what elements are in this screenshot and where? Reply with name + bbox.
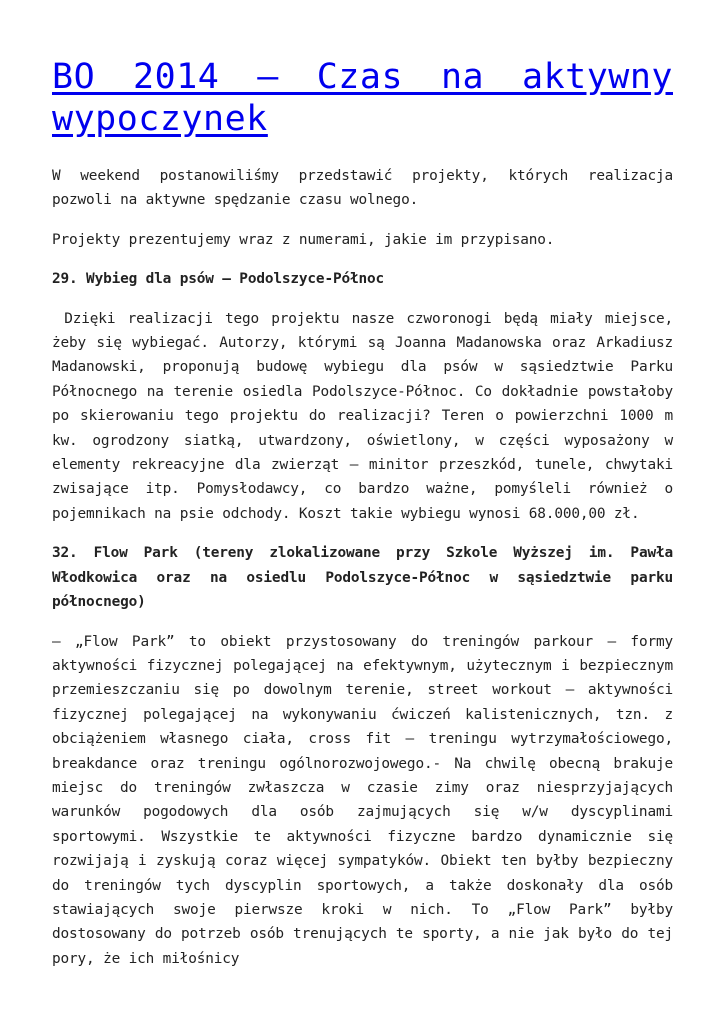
project-32-heading: 32. Flow Park (tereny zlokalizowane przy Szkole Wyższej im. Pawła Włodkowica oraz na osiedlu Podolszyce-Północ w sąsiedztwie parku północnego) <box>52 545 673 611</box>
project-29-body: Dzięki realizacji tego projektu nasze czworonogi będą miały miejsce, żeby się wybiegać. Autorzy, którymi są Joanna Madanowska oraz Arkadiusz Madanowski, proponują budowę wybiegu dla psów w sąsiedztwie Parku Północnego na terenie osiedla Podolszyce-Północ. Co dokładnie powstałoby po skierowaniu tego projektu do realizacji? Teren o powierzchni 1000 m kw. ogrodzony siatką, utwardzony, oświetlony, w części wyposażony w elementy rekreacyjne dla zwierząt – minitor przeszkód, tunele, chwytaki zwisające itp. Pomysłodawcy, co bardzo ważne, pomyśleli również o pojemnikach na psie odchody. Koszt takie wybiegu wynosi 68.000,00 zł. <box>52 310 682 522</box>
article-title <box>52 56 673 140</box>
project-32-body: – „Flow Park” to obiekt przystosowany do treningów parkour – formy aktywności fizycznej polegającej na efektywnym, użytecznym i bezpiecznym przemieszczaniu się po dowolnym terenie, street workout – aktywności fizycznej polegającej na wykonywaniu ćwiczeń kalistenicznych, tzn. z obciążeniem własnego ciała, cross fit – treningu wytrzymałościowego, breakdance oraz treningu ogólnorozwojowego.- Na chwilę obecną brakuje miejsc do treningów zwłaszcza w czasie zimy oraz niesprzyjających warunków pogodowych dla osób zajmujących się w/w dyscyplinami sportowymi. Wszystkie te aktywności fizyczne bardzo dynamicznie się rozwijają i zyskują coraz więcej sympatyków. Obiekt ten byłby bezpieczny do treningów tych dyscyplin sportowych, a także doskonały dla osób stawiających swoje pierwsze kroki w nich. To „Flow Park” byłby dostosowany do potrzeb osób trenujących te sporty, a nie jak było do tej pory, że ich miłośnicy <box>52 633 673 967</box>
project-29-heading: 29. Wybieg dla psów – Podolszyce-Północ <box>52 271 385 288</box>
intro-paragraph-2: Projekty prezentujemy wraz z numerami, jakie im przypisano. <box>52 231 555 248</box>
article-title-link[interactable]: BO 2014 – Czas na aktywny wypoczynek <box>52 57 673 139</box>
intro-paragraph: W weekend postanowiliśmy przedstawić projekty, których realizacja pozwoli na aktywne spędzanie czasu wolnego. <box>52 168 673 209</box>
